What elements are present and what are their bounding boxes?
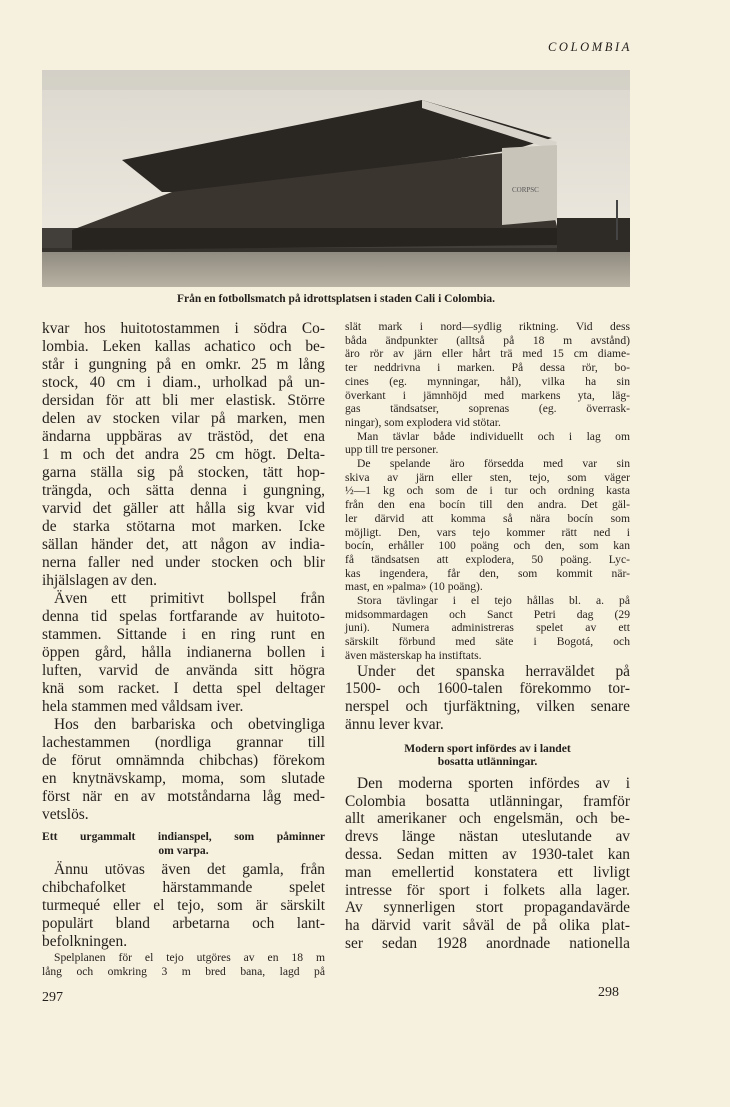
text-line: ändarna uppbäras av trästöd, det ena xyxy=(42,428,325,445)
text-line: De spelande äro försedda med var sin xyxy=(357,457,630,471)
paragraph xyxy=(42,590,325,716)
text-line: ½—1 kg och som de i tur och ordning kasta xyxy=(345,484,630,498)
paragraph xyxy=(345,775,630,953)
text-line: bosatta utlänningar. xyxy=(437,755,538,769)
text-line: man emellertid konstatera ett livligt xyxy=(345,863,630,881)
text-line: står i gungning på en omkr. 25 m lång xyxy=(42,356,325,373)
text-line: möjligt. Den, vars tejo kommer rätt ned i xyxy=(345,525,630,539)
text-line: lachestammen (nordliga grannar till xyxy=(42,734,325,751)
paragraph xyxy=(345,594,630,663)
text-line: slät mark i nord—sydlig riktning. Vid dess xyxy=(345,320,630,333)
stadium-sign: CORPSC xyxy=(512,186,539,194)
text-line: stock, 40 cm i diam., urholkad på un- xyxy=(42,374,325,391)
text-line: ihjälslagen av den. xyxy=(42,572,157,589)
text-line: de förut omnämnda chibchas) förekom xyxy=(42,752,325,769)
text-line: en knytnävskamp, moma, som slutade xyxy=(42,770,325,787)
text-line: trängda, och sätta denna i gungning, xyxy=(42,482,325,499)
text-line: ter neddrivna i marken. På dessa rör, bo- xyxy=(345,361,630,375)
text-line: från den ena bocín till den andra. Det gäl- xyxy=(345,498,630,512)
text-line: 1500- och 1600-talen förekommo tor- xyxy=(345,680,630,698)
text-line: om varpa. xyxy=(158,843,209,857)
text-line: dersidan för att bli mer elastisk. Större xyxy=(42,392,325,409)
paragraph xyxy=(42,320,325,590)
text-line: få tändsatsen att explodera, 50 poäng. Lyc- xyxy=(345,552,630,566)
text-line: lombia. Leken kallas achatico och be- xyxy=(42,338,325,355)
text-line: denna tid spelas fortfarande av huitoto- xyxy=(42,608,325,625)
text-line: Under det spanska herraväldet på xyxy=(357,662,630,680)
text-line: populärt bland arbetarna och lant- xyxy=(42,915,325,932)
text-line: nerspel och tjurfäktning, vilken senare xyxy=(345,698,630,716)
text-line: bocín, erhåller 100 poäng och den, som kan xyxy=(345,539,630,553)
paragraph xyxy=(345,663,630,734)
text-line: Även ett primitivt bollspel från xyxy=(54,590,325,607)
text-line: ler därvid att komma så nära bocín som xyxy=(345,511,630,525)
text-line: luften, varvid de använda sitt högra xyxy=(42,662,325,679)
text-line: Colombia bosatta utlänningar, framför xyxy=(345,792,630,810)
text-line: äro rör av järn eller hårt trä med 15 cm diame- xyxy=(345,347,630,361)
text-line: öppen gård, hålla indianerna bollen i xyxy=(42,644,325,661)
text-line: Ett urgammalt indianspel, som påminner xyxy=(42,830,325,843)
text-line: Av synnerligen stort propagandavärde xyxy=(345,899,630,917)
text-line: ännu lever kvar. xyxy=(345,715,444,733)
section-heading xyxy=(345,742,630,769)
paragraph xyxy=(345,457,630,594)
text-line: midsommardagen och Sanct Petri dag (29 xyxy=(345,607,630,621)
text-line: Den moderna sporten infördes av i xyxy=(357,774,630,792)
text-line: kas ingendera, får den, som kommit när- xyxy=(345,566,630,580)
text-line: befolkningen. xyxy=(42,933,128,950)
text-line: ha därvid varit såväl de på olika plat- xyxy=(345,917,630,935)
text-line: stammen. Sittande i en ring runt en xyxy=(42,626,325,643)
text-line: sällan händer det, att någon av india- xyxy=(42,536,325,553)
text-line: även mästerskap ha instiftats. xyxy=(345,648,482,662)
left-column xyxy=(42,320,325,978)
text-line: ningar), som explodera vid stötar. xyxy=(345,415,501,429)
text-line: upp till tre personer. xyxy=(345,443,439,457)
text-line: cines (eg. mynningar, hål), vilka ha sin xyxy=(345,374,630,388)
text-line: ser sedan 1928 anordnade nationella xyxy=(345,934,630,952)
paragraph xyxy=(345,320,630,430)
page-number-right: 298 xyxy=(598,985,619,1000)
text-line: Hos den barbariska och obetvingliga xyxy=(54,716,325,733)
text-line: lång och omkring 3 m bred bana, lagd på xyxy=(42,964,325,978)
text-line: kvar hos huitotostammen i södra Co- xyxy=(42,320,325,337)
section-heading xyxy=(42,830,325,857)
text-line: gas tändsatser, soprenas (eg. överrask- xyxy=(345,402,630,416)
stadium-photo xyxy=(42,70,630,287)
text-line: juni). Numera administreras spelet av ett xyxy=(345,621,630,635)
text-line: Man tävlar både individuellt och i lag om xyxy=(357,429,630,443)
text-line: garna ställa sig på stocken, tätt hop- xyxy=(42,464,325,481)
text-line: chibchafolket härstammande spelet xyxy=(42,879,325,896)
text-line: skiva av järn eller sten, tejo, som väger xyxy=(345,470,630,484)
right-column xyxy=(345,320,630,953)
text-line: nerna faller ned under stocken och blir xyxy=(42,554,325,571)
text-line: Spelplanen för el tejo utgöres av en 18 m xyxy=(54,951,325,964)
text-line: drevs länge nästan uteslutande av xyxy=(345,828,630,846)
text-line: intresse för sport i folkets alla lager. xyxy=(345,881,630,899)
text-line: överkant i jämnhöjd med markens yta, läg- xyxy=(345,388,630,402)
text-line: särskilt förbund med säte i Bogotá, och xyxy=(345,635,630,649)
text-line: 1 m och det andra 25 cm högt. Delta- xyxy=(42,446,325,463)
text-line: först när en av motståndarna låg med- xyxy=(42,788,325,805)
text-line: knä som racket. I detta spel deltager xyxy=(42,680,325,697)
text-line: delen av stocken vilar på marken, men xyxy=(42,410,325,427)
paragraph xyxy=(345,430,630,457)
text-line: de starka stötarna mot marken. Icke xyxy=(42,518,325,535)
text-line: allt amerikaner och engelsmän, och be- xyxy=(345,810,630,828)
photo-caption: Från en fotbollsmatch på idrottsplatsen i staden Cali i Colombia. xyxy=(177,293,495,305)
text-line: Modern sport infördes av i landet xyxy=(404,741,571,755)
paragraph xyxy=(42,861,325,951)
page-number-left: 297 xyxy=(42,990,63,1005)
text-line: hela stammen med våldsam iver. xyxy=(42,698,244,715)
text-line: Stora tävlingar i el tejo hållas bl. a. på xyxy=(357,594,630,608)
text-line: mast, en »palma» (10 poäng). xyxy=(345,580,483,594)
text-line: Ännu utövas även det gamla, från xyxy=(54,861,325,878)
text-line: vetslös. xyxy=(42,806,89,823)
paragraph xyxy=(42,951,325,978)
text-line: båda ändpunkter (alltså på 18 m avstånd) xyxy=(345,333,630,347)
paragraph xyxy=(42,716,325,824)
running-head: COLOMBIA xyxy=(548,40,632,54)
text-line: dessa. Sedan mitten av 1930-talet kan xyxy=(345,845,630,863)
text-line: turmequé eller el tejo, som är särskilt xyxy=(42,897,325,914)
text-line: varvid det gäller att hålla sig kvar vid xyxy=(42,500,325,517)
